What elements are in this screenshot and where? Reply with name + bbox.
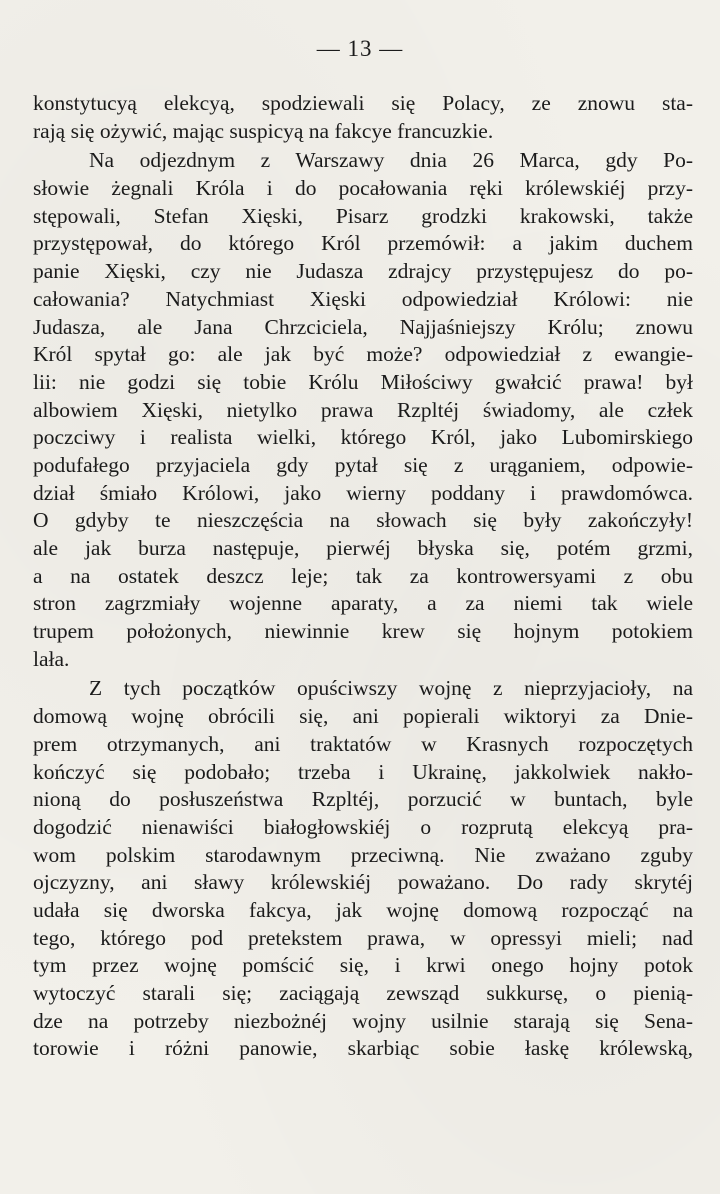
text-line: lała.: [33, 646, 70, 671]
text-line: Na odjezdnym z Warszawy dnia 26 Marca, gdy Po-: [89, 148, 693, 173]
text-line: Judasza, ale Jana Chrzciciela, Najjaśniejszy Królu; znowu: [33, 314, 693, 339]
text-line: ojczyzny, ani sławy królewskiéj poważano. Do rady skrytéj: [33, 870, 693, 895]
text-line: udała się dworska fakcya, jak wojnę domową rozpocząć na: [33, 897, 693, 922]
text-line: dze na potrzeby niezbożnéj wojny usilnie starają się Sena-: [33, 1008, 693, 1033]
text-line: tego, którego pod pretekstem prawa, w opressyi mieli; nad: [33, 925, 693, 950]
text-line: nioną do posłuszeństwa Rzpltéj, porzucić w buntach, byle: [33, 787, 693, 812]
text-line: dogodzić nienawiści białogłowskiéj o rozprutą elekcyą pra-: [33, 814, 693, 839]
text-line: słowie żegnali Króla i do pocałowania ręki królewskiéj przy-: [33, 176, 693, 201]
text-line: wytoczyć starali się; zaciągają zewsząd sukkursę, o pienią-: [33, 981, 693, 1005]
paragraph-2: [33, 147, 693, 673]
text-line: kończyć się podobało; trzeba i Ukrainę, jakkolwiek nakło-: [33, 759, 693, 784]
text-line: wom polskim starodawnym przeciwną. Nie zważano zguby: [33, 842, 693, 867]
text-line: torowie i różni panowie, skarbiąc sobie łaskę królewską,: [33, 1036, 693, 1061]
paragraph-3: [33, 675, 693, 1063]
text-line: całowania? Natychmiast Xięski odpowiedział Królowi: nie: [33, 286, 693, 311]
text-line: Z tych początków opuściwszy wojnę z nieprzyjacioły, na: [89, 676, 693, 701]
page-number: — 13 —: [316, 36, 404, 61]
paragraph-1: [33, 90, 693, 145]
text-line: panie Xięski, czy nie Judasza zdrajcy przystępujesz do po-: [33, 259, 693, 284]
text-line: rają się ożywić, mając suspicyą na fakcye francuzkie.: [33, 118, 494, 143]
text-line: a na ostatek deszcz leje; tak za kontrowersyami z obu: [33, 563, 693, 588]
text-line: O gdyby te nieszczęścia na słowach się były zakończyły!: [33, 508, 693, 533]
text-line: albowiem Xięski, nietylko prawa Rzpltéj świadomy, ale człek: [33, 397, 693, 422]
text-line: lii: nie godzi się tobie Królu Miłościwy gwałcić prawa! był: [33, 369, 693, 394]
text-line: tym przez wojnę pomścić się, i krwi onego hojny potok: [33, 953, 693, 978]
text-line: stępowali, Stefan Xięski, Pisarz grodzki krakowski, także: [33, 203, 693, 228]
text-line: dział śmiało Królowi, jako wierny poddany i prawdomówca.: [33, 480, 693, 505]
text-line: domową wojnę obrócili się, ani popierali wiktoryi za Dnie-: [33, 704, 693, 729]
text-line: stron zagrzmiały wojenne aparaty, a za niemi tak wiele: [33, 591, 693, 616]
text-line: Król spytał go: ale jak być może? odpowiedział z ewangie-: [33, 342, 693, 367]
text-line: poczciwy i realista wielki, którego Król, jako Lubomirskiego: [33, 425, 693, 450]
text-line: trupem położonych, niewinnie krew się hojnym potokiem: [33, 619, 693, 644]
text-line: podufałego przyjaciela gdy pytał się z urąganiem, odpowie-: [33, 452, 693, 477]
body-text: [33, 90, 693, 1063]
text-line: prem otrzymanych, ani traktatów w Krasnych rozpoczętych: [33, 731, 693, 756]
text-line: konstytucyą elekcyą, spodziewali się Polacy, ze znowu sta-: [33, 91, 693, 115]
text-line: przystępował, do którego Król przemówił: a jakim duchem: [33, 231, 693, 256]
text-line: ale jak burza następuje, pierwéj błyska się, potém grzmi,: [33, 536, 693, 560]
